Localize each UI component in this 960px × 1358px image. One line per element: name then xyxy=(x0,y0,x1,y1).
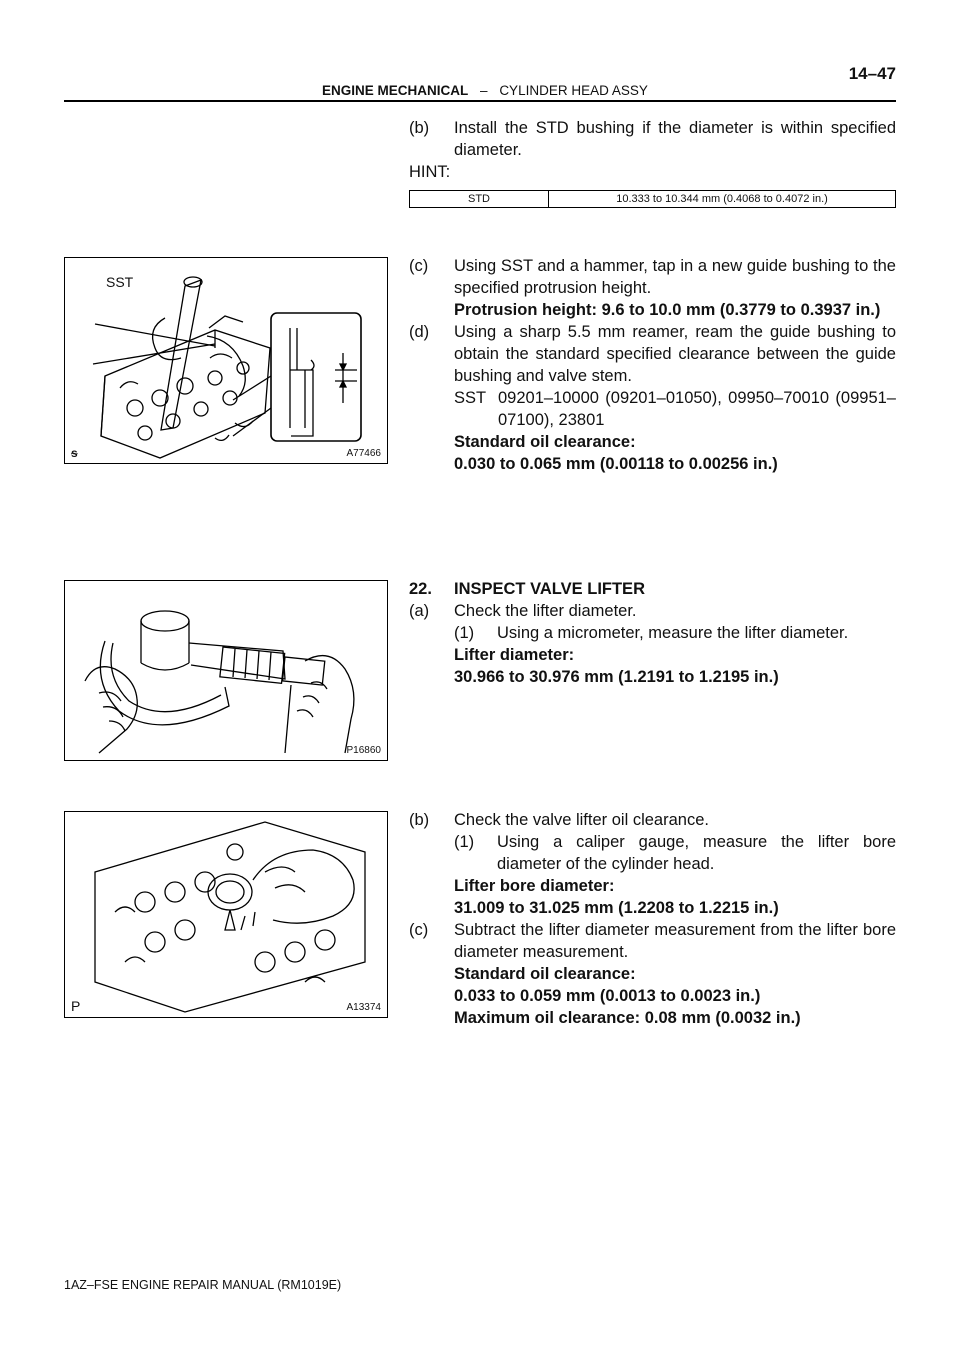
figure-code: A13374 xyxy=(346,1002,381,1013)
spec-value: 0.033 to 0.059 mm (0.0013 to 0.0023 in.) xyxy=(454,987,761,1005)
spec-title: Standard oil clearance: xyxy=(454,965,636,983)
header-section: ENGINE MECHANICAL xyxy=(322,83,469,98)
spec-title: Lifter bore diameter: xyxy=(454,877,615,895)
micrometer-illustration xyxy=(65,581,388,761)
steps-c-d-guide-bushing xyxy=(409,255,896,475)
substep-text: Using a micrometer, measure the lifter diameter. xyxy=(497,624,849,642)
footer-manual-title: 1AZ–FSE ENGINE REPAIR MANUAL (RM1019E) xyxy=(64,1278,342,1292)
figure-code: P16860 xyxy=(346,745,381,756)
step-text: Subtract the lifter diameter measurement from the lifter bore diameter measurement. xyxy=(454,921,896,961)
step-label: (b) xyxy=(409,119,430,137)
spec-title: Lifter diameter: xyxy=(454,646,575,664)
header-subsection: CYLINDER HEAD ASSY xyxy=(499,83,648,98)
header-separator: – xyxy=(480,83,488,98)
spec-title: Standard oil clearance: xyxy=(454,433,636,451)
caliper-gauge-illustration xyxy=(65,812,388,1018)
figure-code: A77466 xyxy=(346,448,381,459)
step-label: (c) xyxy=(409,921,429,939)
section-title: INSPECT VALVE LIFTER xyxy=(454,580,645,598)
substep-label: (1) xyxy=(454,833,475,851)
figure-micrometer xyxy=(64,580,388,761)
hint-label: HINT: xyxy=(409,163,451,181)
protrusion-height-spec: Protrusion height: 9.6 to 10.0 mm (0.3779 to 0.3937 in.) xyxy=(454,301,881,319)
figure-mark: P xyxy=(71,998,81,1014)
figure-sst-guide-bushing xyxy=(64,257,388,464)
figure-mark: ᵴ xyxy=(71,446,78,460)
step-b-install-bushing xyxy=(409,117,896,183)
section-number: 22. xyxy=(409,580,432,598)
spec-value: 0.030 to 0.065 mm (0.00118 to 0.00256 in.) xyxy=(454,455,778,473)
substep-text: Using a caliper gauge, measure the lifter bore diameter of the cylinder head. xyxy=(497,833,896,873)
page-number: 14–47 xyxy=(848,64,896,83)
sst-label: SST xyxy=(454,389,487,407)
step-label: (c) xyxy=(409,257,429,275)
spec-value-cell: 10.333 to 10.344 mm (0.4068 to 0.4072 in.) xyxy=(549,191,896,208)
sst-part-numbers: 09201–10000 (09201–01050), 09950–70010 (09951–07100), 23801 xyxy=(498,389,896,429)
sst-callout-label: SST xyxy=(106,274,134,290)
max-clearance-spec: Maximum oil clearance: 0.08 mm (0.0032 in.) xyxy=(454,1009,801,1027)
step-text: Check the valve lifter oil clearance. xyxy=(454,811,709,829)
std-spec-table xyxy=(409,190,896,208)
table-row xyxy=(410,191,896,208)
spec-value: 30.966 to 30.976 mm (1.2191 to 1.2195 in.) xyxy=(454,668,779,686)
step-text: Using a sharp 5.5 mm reamer, ream the guide bushing to obtain the standard specified clearance between the guide bushing and valve stem. xyxy=(454,323,896,385)
running-header xyxy=(322,83,648,98)
steps-b-c-oil-clearance xyxy=(409,809,896,1029)
step-label: (d) xyxy=(409,323,430,341)
spec-name-cell: STD xyxy=(410,191,549,208)
header-rule xyxy=(64,100,896,102)
spec-value: 31.009 to 31.025 mm (1.2208 to 1.2215 in.) xyxy=(454,899,779,917)
figure-caliper-gauge xyxy=(64,811,388,1018)
section-22-inspect-valve-lifter xyxy=(409,578,896,688)
step-text: Check the lifter diameter. xyxy=(454,602,637,620)
step-label: (b) xyxy=(409,811,430,829)
step-label: (a) xyxy=(409,602,430,620)
substep-label: (1) xyxy=(454,624,475,642)
step-text: Using SST and a hammer, tap in a new guide bushing to the specified protrusion height. xyxy=(454,257,896,297)
step-text: Install the STD bushing if the diameter is within specified diameter. xyxy=(454,119,896,159)
